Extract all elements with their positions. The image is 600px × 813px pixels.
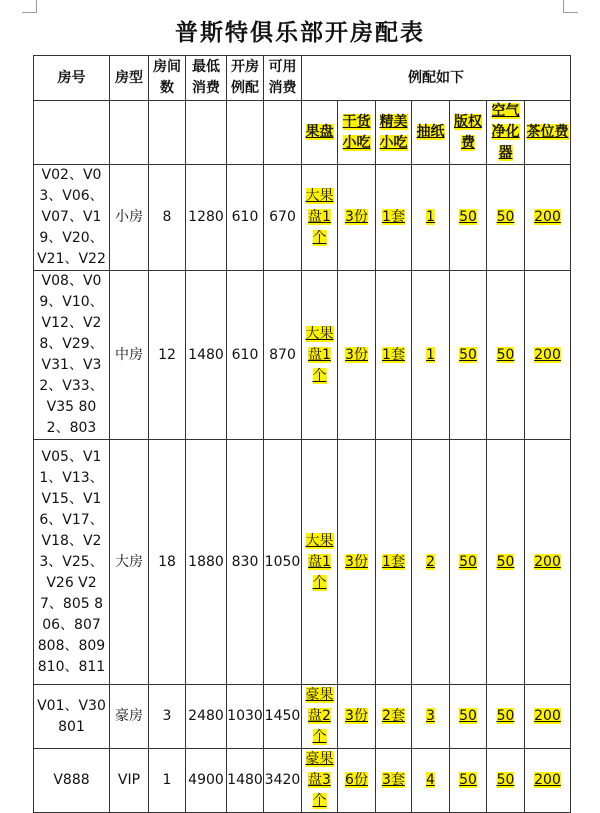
- fruit-value: 大果盘1个: [305, 532, 334, 591]
- room-type: 小房: [110, 165, 149, 271]
- open-set: 610: [227, 271, 264, 440]
- air-value: 50: [496, 553, 515, 570]
- table-row: [34, 685, 571, 749]
- tissue-value: 4: [426, 772, 435, 788]
- header-min-spend: 最低消费: [186, 56, 227, 101]
- room-pricing-table: [33, 55, 571, 813]
- fine-snack-value: 1套: [382, 346, 405, 363]
- fruit-value: 豪果盘3个: [305, 751, 334, 809]
- air-value: 50: [496, 708, 515, 724]
- room-numbers: V08、V09、V10、V12、V28、V29、V31、V32、V33、V35 802、803: [34, 271, 110, 440]
- room-type: 豪房: [110, 685, 149, 749]
- copyright-value: 50: [459, 209, 477, 225]
- room-numbers: V888: [34, 749, 110, 813]
- tea-value: 200: [534, 708, 561, 724]
- min-spend: 4900: [186, 749, 227, 813]
- usable-spend: 870: [264, 271, 302, 440]
- room-count: 3: [149, 685, 186, 749]
- subheader-row: [34, 101, 571, 165]
- header-row: [34, 56, 571, 101]
- subheader-air: 空气净化器: [491, 103, 520, 161]
- snack-value: 3份: [345, 708, 368, 724]
- header-room-count: 房间数: [149, 56, 186, 101]
- tea-value: 200: [534, 209, 561, 225]
- room-count: 8: [149, 165, 186, 271]
- snack-value: 3份: [345, 209, 368, 225]
- open-set: 830: [227, 440, 264, 685]
- copyright-value: 50: [459, 772, 477, 788]
- subheader-tea: 茶位费: [526, 124, 569, 140]
- table-row: [34, 440, 571, 685]
- room-count: 12: [149, 271, 186, 440]
- subheader-copyright: 版权费: [454, 113, 482, 151]
- air-value: 50: [496, 209, 515, 225]
- tissue-value: 3: [426, 708, 435, 724]
- fruit-value: 大果盘1个: [305, 188, 334, 246]
- min-spend: 1480: [186, 271, 227, 440]
- room-numbers: V02、V03、V06、V07、V19、V20、V21、V22: [34, 165, 110, 271]
- open-set: 1480: [227, 749, 264, 813]
- min-spend: 2480: [186, 685, 227, 749]
- room-type: VIP: [110, 749, 149, 813]
- header-open-set: 开房例配: [227, 56, 264, 101]
- usable-spend: 1050: [264, 440, 302, 685]
- tissue-value: 2: [426, 553, 435, 570]
- copyright-value: 50: [459, 708, 477, 724]
- fine-snack-value: 3套: [382, 772, 405, 788]
- open-set: 610: [227, 165, 264, 271]
- header-usable-spend: 可用消费: [264, 56, 302, 101]
- air-value: 50: [496, 346, 515, 363]
- air-value: 50: [496, 772, 515, 788]
- tissue-value: 1: [426, 209, 435, 225]
- table-row: [34, 271, 571, 440]
- room-count: 1: [149, 749, 186, 813]
- snack-value: 6份: [345, 772, 368, 788]
- usable-spend: 670: [264, 165, 302, 271]
- page-corner-mark-right: [563, 0, 578, 13]
- table-row: [34, 165, 571, 271]
- fruit-value: 豪果盘2个: [305, 687, 334, 745]
- subheader-tissue: 抽纸: [416, 124, 445, 140]
- min-spend: 1880: [186, 440, 227, 685]
- copyright-value: 50: [459, 346, 477, 363]
- subheader-snack: 干货小吃: [342, 113, 371, 151]
- tea-value: 200: [534, 553, 561, 570]
- usable-spend: 1450: [264, 685, 302, 749]
- document-title: 普斯特俱乐部开房配表: [175, 20, 425, 46]
- room-type: 中房: [110, 271, 149, 440]
- fine-snack-value: 1套: [382, 209, 405, 225]
- header-example: 例配如下: [302, 56, 571, 101]
- min-spend: 1280: [186, 165, 227, 271]
- snack-value: 3份: [345, 553, 368, 570]
- header-room-no: 房号: [34, 56, 110, 101]
- tissue-value: 1: [426, 346, 435, 363]
- usable-spend: 3420: [264, 749, 302, 813]
- fruit-value: 大果盘1个: [305, 325, 334, 384]
- snack-value: 3份: [345, 346, 368, 363]
- table-row: [34, 749, 571, 813]
- room-numbers: V01、V30 801: [34, 685, 110, 749]
- tea-value: 200: [534, 772, 561, 788]
- fine-snack-value: 1套: [382, 553, 405, 570]
- page-corner-mark-left: [22, 0, 37, 13]
- open-set: 1030: [227, 685, 264, 749]
- room-count: 18: [149, 440, 186, 685]
- header-room-type: 房型: [110, 56, 149, 101]
- subheader-fine-snack: 精美小吃: [379, 113, 408, 151]
- fine-snack-value: 2套: [382, 708, 405, 724]
- copyright-value: 50: [459, 553, 477, 570]
- room-numbers: V05、V11、V13、V15、V16、V17、V18、V23、V25、V26 V27、805 806、807 808、809 810、811: [34, 440, 110, 685]
- subheader-fruit: 果盘: [305, 124, 334, 140]
- room-type: 大房: [110, 440, 149, 685]
- tea-value: 200: [534, 346, 561, 363]
